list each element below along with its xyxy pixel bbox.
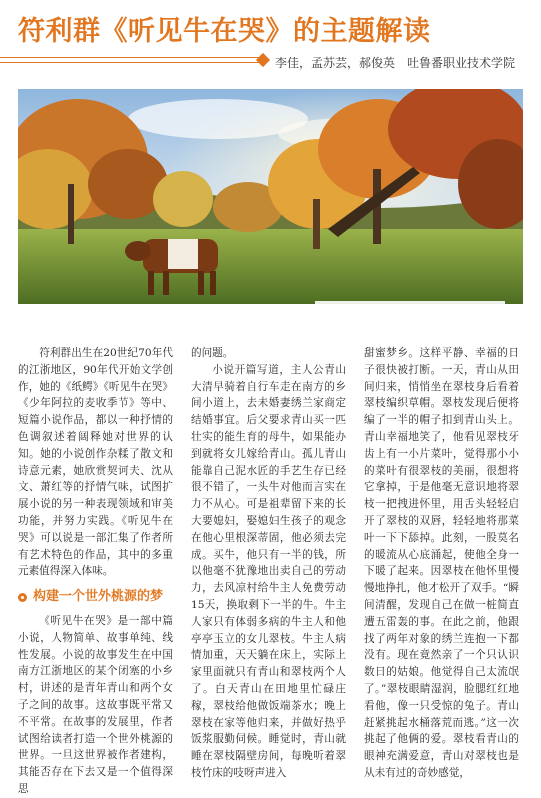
circle-bullet-icon (18, 593, 27, 602)
column-2 (191, 345, 346, 782)
paragraph: 《听见牛在哭》是一部中篇小说，人物简单、故事单纯、线性发展。小说的故事发生在中国南方江浙地区的某个闭塞的小乡村，讲述的是青年青山和两个女子之间的故事。这故事既平常又不平常。在故事的发展里，作者试图给读者打造一个世外桃源的世界。一旦这世界被作者建构，其能否存在下去又是一个值得深思 (18, 614, 173, 795)
paragraph: 符利群出生在20世纪70年代的江浙地区，90年代开始文学创作，她的《纸鳄》《听见牛在哭》《少年阿拉的麦收季节》等中、短篇小说作品，都以一种抒情的色调叙述着阔释她对世界的认知。她的小说创作杂糅了散文和诗意元素，她欣赏契诃夫、沈从文、萧红等的抒情气味，试图扩展小说的另一种表现领域和审美功能，并努力实践。《听见牛在哭》可以说是一部汇集了作者所有艺术特色的作品，其中的多重元素值得深入体味。 (18, 347, 173, 578)
photo-caption (315, 301, 505, 304)
paragraph: 小说开篇写道，主人公青山大清早骑着自行车走在南方的乡间小道上，去未婚妻绣兰家商定结婚事宜。后父要求青山买一匹壮实的能生育的母牛，如果能办到就将女儿嫁给青山。孤儿青山能靠自己泥水匠的手艺生存已经很不错了，一头牛对他而言实在力不从心。可是祖辈留下来的长大要媳妇，娶媳妇生孩子的观念在他心里根深蒂固，他必须去完成。买牛，他只有一半的钱，所以他毫不犹豫地出卖自己的劳动力，去风凉村给牛主人免费劳动15天，换取剩下一半的牛。牛主人家只有体弱多病的牛主人和他亭亭玉立的女儿翠枝。牛主人病情加重，天天躺在床上，实际上家里面就只有青山和翠枝两个人了。白天青山在田地里忙碌庄稼，翠枝给他做饭端茶水；晚上翠枝在家等他归来，并做好热乎饭浆服勤伺候。睡觉时，青山就睡在翠枝隔壁房间，每晚听着翠枝竹床的吱呀声进入 (191, 363, 346, 779)
section-heading (18, 589, 173, 606)
paragraph: 的问题。 (191, 347, 234, 359)
autumn-pasture-cow-image (18, 89, 523, 304)
article-authors: 李佳，孟苏芸，郝俊英 吐鲁番职业技术学院 (275, 56, 516, 70)
column-1 (18, 345, 173, 798)
column-3 (364, 345, 519, 782)
article-title: 符利群《听见牛在哭》的主题解读 (18, 16, 431, 47)
feature-photo (18, 89, 523, 304)
paragraph: 甜蜜梦乡。这样平静、幸福的日子很快被打断。一天，青山从田间归来，悄悄坐在翠枝身后看着翠枝编织草帽。翠枝发现后便将编了一半的帽子扣到青山头上。青山幸福地笑了，他看见翠枝牙齿上有一小片菜叶，觉得那小小的菜叶有很翠枝的美丽，很想将它拿掉，于是他毫无意识地将翠枝一把拽进怀里，用舌头轻轻启开了翠枝的双唇，轻轻地将那菜叶一下下舔掉。此刻，一股莫名的暖流从心底涌起，使他全身一下暖了起来。因翠枝在他怀里慢慢地挣扎，他才松开了双手。“瞬间清醒，发现自己在做一桩简直遭五雷轰的事。在此之前，他跟找了两年对象的绣兰连抱一下都没有。现在竟然亲了一个只认识数日的姑娘。他觉得自己太流氓了。”翠枝眼睛湿润，脸腮红红地看他，像一只受惊的兔子。青山赶紧挑起水桶落荒而逃。”这一次挑起了他俩的爱。翠枝看青山的眼神充满爱意，青山对翠枝也是从未有过的奇妙感觉， (364, 347, 519, 779)
diamond-ornament-icon (256, 53, 270, 67)
title-rule (0, 57, 265, 63)
section-heading-text: 构建一个世外桃源的梦 (33, 589, 164, 605)
